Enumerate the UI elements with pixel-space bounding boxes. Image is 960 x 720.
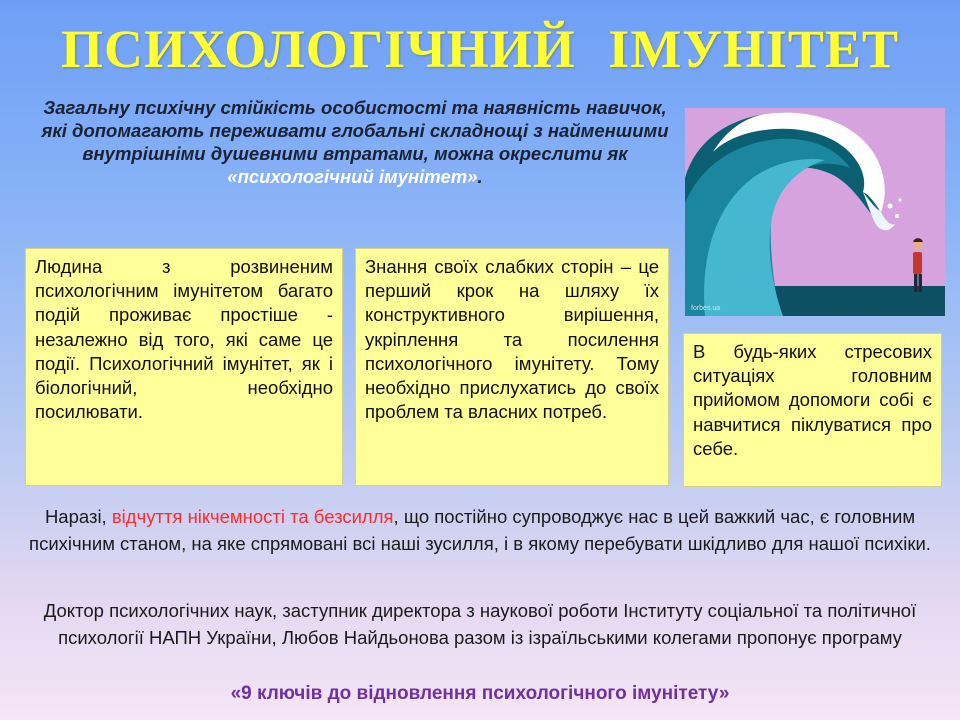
paragraph-feelings-rest: , що постійно супроводжує нас в цей важкий час, є головним психічним станом, на яке спрямовані всі наші зусилля, і в якому перебувати шкідливо для нашої психіки. bbox=[29, 506, 931, 554]
paragraph-author: Доктор психологічних наук, заступник директора з наукової роботи Інституту соціальної та політичної психології НАПН України, Любов Найдьонова разом із ізраїльськими колегами пропонує програму bbox=[43, 600, 917, 648]
page-title: ПСИХОЛОГІЧНИЙ ІМУНІТЕТ bbox=[60, 19, 899, 79]
intro-end: . bbox=[477, 166, 483, 187]
info-box-resilience: Людина з розвиненим психологічним імунітетом багато подій проживає простіше - незалежно від того, які саме це події. Психологічний імунітет, як і біологічний, необхідно посилювати. bbox=[25, 248, 343, 486]
intro-main: Загальну психічну стійкість особистості та наявність навичок, які допомагають переживати глобальні складнощі з найменшими внутрішніми душевними втратами, можна окреслити як bbox=[41, 97, 669, 164]
intro-text bbox=[40, 96, 670, 188]
wave-illustration bbox=[685, 108, 945, 316]
intro-highlight: «психологічний імунітет» bbox=[227, 166, 478, 187]
paragraph-feelings bbox=[28, 503, 932, 557]
program-title: «9 ключів до відновлення психологічного імунітету» bbox=[230, 683, 730, 704]
info-box-self-care: В будь-яких стресових ситуаціях головним прийомом допомоги собі є навчитися піклуватися про себе. bbox=[683, 333, 942, 487]
info-box-weaknesses: Знання своїх слабких сторін – це перший крок на шляху їх конструктивного вирішення, укріплення та посилення психологічного імунітету. Тому необхідно прислухатись до своїх проблем та власних потреб. bbox=[355, 248, 669, 486]
image-watermark: forbes.ua bbox=[691, 305, 721, 312]
paragraph-feelings-highlight: відчуття нікчемності та безсилля bbox=[111, 506, 394, 527]
paragraph-feelings-start: Наразі, bbox=[44, 506, 107, 527]
